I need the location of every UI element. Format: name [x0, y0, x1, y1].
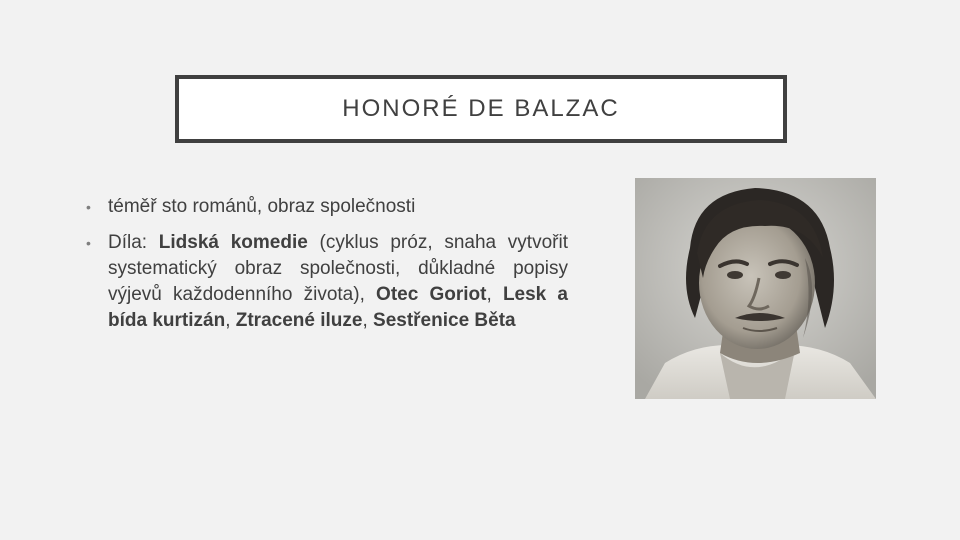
- bullet-item: [86, 230, 568, 334]
- portrait-illustration: [635, 178, 876, 399]
- portrait-photo: [635, 178, 876, 399]
- work-title: Sestřenice Běta: [373, 310, 516, 331]
- work-title: Ztracené iluze: [235, 310, 363, 331]
- slide-title: HONORÉ DE BALZAC: [342, 95, 620, 122]
- bullet-item: [86, 194, 568, 220]
- work-title: Lidská komedie: [158, 232, 308, 253]
- separator: ,: [225, 310, 236, 331]
- bullet-marker: •: [86, 199, 91, 215]
- separator: ,: [486, 284, 503, 305]
- bullet-list: [86, 194, 568, 344]
- separator: ,: [362, 310, 374, 331]
- title-box: [175, 75, 787, 143]
- work-title: Lesk a bída kurtizán: [108, 284, 568, 331]
- bullet-text-label: Díla:: [108, 232, 159, 253]
- bullet-text: (cyklus próz, snaha vytvořit systematický obraz společnosti, důkladné popisy výjevů každodenního života),: [108, 232, 568, 305]
- work-title: Otec Goriot: [376, 284, 487, 305]
- bullet-text: téměř sto románů, obraz společnosti: [108, 196, 416, 217]
- bullet-marker: •: [86, 235, 91, 251]
